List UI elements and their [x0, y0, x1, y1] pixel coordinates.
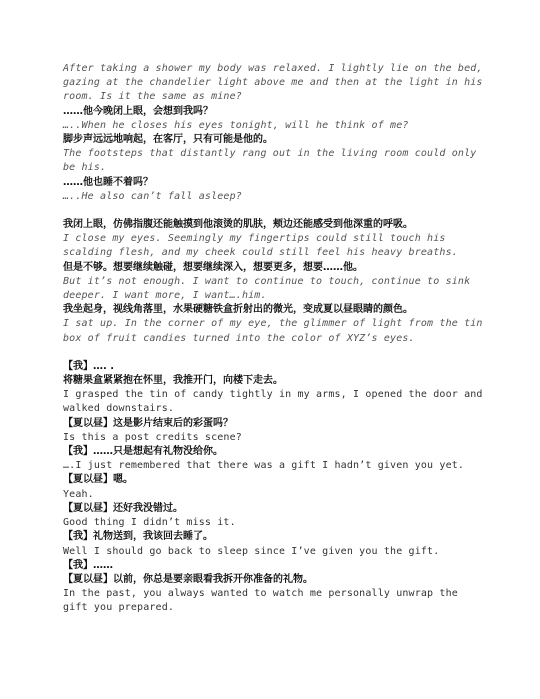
english-line: In the past, you always wanted to watch me personally unwrap the gift you prepared. — [63, 588, 465, 614]
chinese-line: 【夏以昼】这是影片结束后的彩蛋吗？ — [63, 417, 233, 429]
english-line: I sat up. In the corner of my eye, the glimmer of light from the tin box of fruit candies turned into the color of XYZ’s eyes. — [63, 318, 489, 344]
chinese-line: 我闭上眼，仿佛指腹还能触摸到他滚烫的肌肤，颊边还能感受到他深重的呼吸。 — [63, 219, 413, 231]
english-line: But it’s not enough. I want to continue to touch, continue to sink deeper. I want more, I want….him. — [63, 275, 477, 302]
english-line: Well I should go back to sleep since I’ve given you the gift. — [63, 545, 440, 557]
section-close-eyes — [63, 218, 489, 346]
document-page — [63, 62, 489, 616]
english-line: After taking a shower my body was relaxed. I lightly lie on the bed, gazing at the chandelier light above me and then at the light in his room. Is it the same as mine? — [63, 63, 489, 103]
chinese-line: 【夏以昼】嗯。 — [63, 474, 133, 486]
english-line: Is this a post credits scene? — [63, 431, 242, 443]
section-dialogue — [63, 360, 489, 616]
chinese-line: 将糖果盒紧紧抱在怀里，我推开门，向楼下走去。 — [63, 375, 283, 387]
english-line: I grasped the tin of candy tightly in my arms, I opened the door and walked downstairs. — [63, 389, 489, 415]
english-line: …..When he closes his eyes tonight, will he think of me? — [63, 119, 409, 131]
english-line: The footsteps that distantly rang out in the living room could only be his. — [63, 148, 483, 174]
section-gap — [63, 346, 483, 360]
english-line: …..He also can’t fall asleep? — [63, 190, 242, 202]
english-line: ….I just remembered that there was a gift I hadn’t given you yet. — [63, 460, 465, 472]
english-line: Good thing I didn’t miss it. — [63, 517, 236, 529]
chinese-line: 【我】…. . — [63, 360, 115, 372]
english-line: I close my eyes. Seemingly my fingertips could still touch his scalding flesh, and my cheek could still feel his heavy breaths. — [63, 233, 458, 259]
chinese-line: 【我】…… — [63, 559, 113, 571]
section-gap — [63, 204, 483, 218]
chinese-line: ……他也睡不着吗？ — [63, 176, 153, 188]
chinese-line: 【我】礼物送到，我该回去睡了。 — [63, 531, 213, 543]
chinese-line: 我坐起身，视线角落里，水果硬糖铁盒折射出的微光，变成夏以昼眼睛的颜色。 — [63, 304, 413, 316]
section-shower — [63, 62, 489, 204]
chinese-line: 但是不够。想要继续触碰，想要继续深入，想要更多，想要……他。 — [63, 261, 363, 273]
chinese-line: 【我】……只是想起有礼物没给你。 — [63, 446, 223, 458]
chinese-line: 脚步声远远地响起，在客厅，只有可能是他的。 — [63, 134, 273, 146]
chinese-line: ……他今晚闭上眼，会想到我吗？ — [63, 105, 213, 117]
english-line: Yeah. — [63, 488, 94, 500]
chinese-line: 【夏以昼】还好我没错过。 — [63, 502, 183, 514]
chinese-line: 【夏以昼】以前，你总是要亲眼看我拆开你准备的礼物。 — [63, 573, 313, 585]
